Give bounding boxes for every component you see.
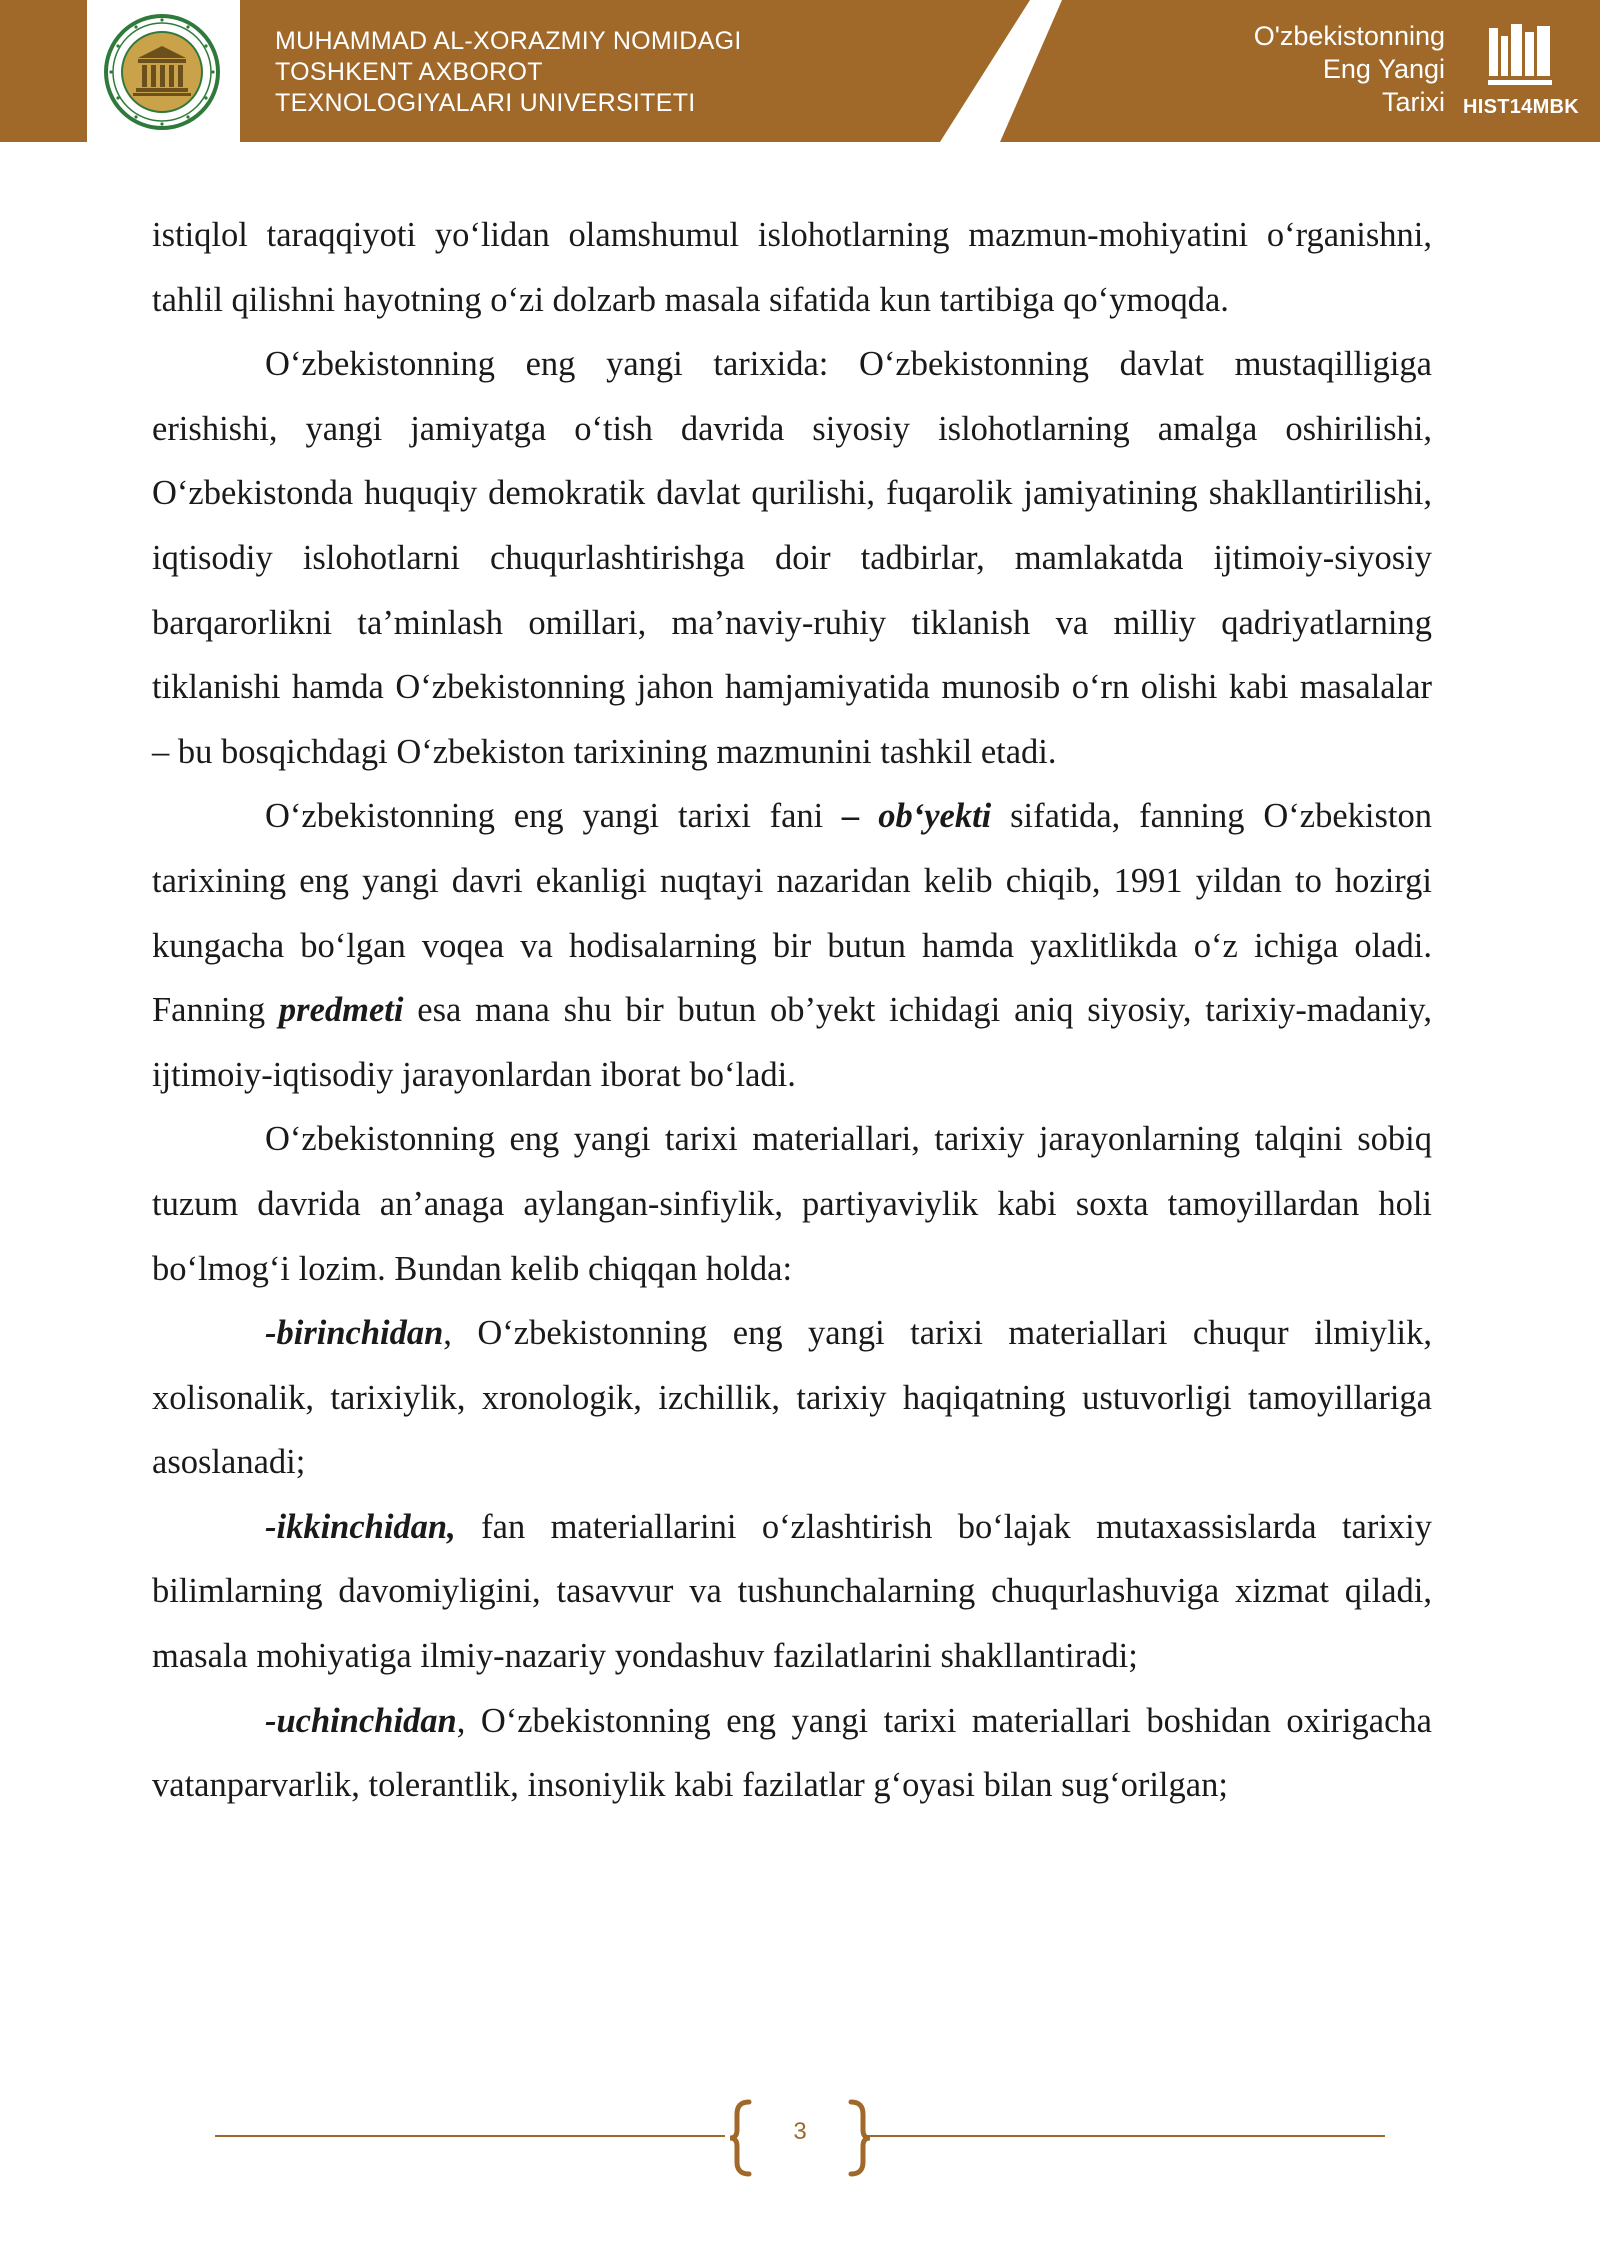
paragraph-3 [152, 784, 1432, 1107]
course-title-line-2: Eng Yangi [1322, 54, 1445, 84]
paragraph-3-text-e: esa mana shu bir butun ob’yekt ichidagi aniq siyosiy, tarixiy-madaniy, ijtimoiy-iqtisodiy jarayonlardan iborat bo‘ladi. [152, 991, 1432, 1094]
paragraph-1: istiqlol taraqqiyoti yo‘lidan olamshumul islohotlarning mazmun-mohiyatini o‘rganishni, tahlil qilishni hayotning o‘zi dolzarb masala sifatida kun tartibiga qo‘ymoqda. [152, 216, 1432, 319]
university-name-line-1: MUHAMMAD AL-XORAZMIY NOMIDAGI [275, 27, 742, 55]
university-name [275, 26, 742, 119]
course-title-line-3: Tarixi [1381, 87, 1445, 117]
university-name-line-2: TOSHKENT AXBOROT [275, 58, 543, 86]
document-body [152, 203, 1432, 1818]
page-number: 3 [793, 2118, 807, 2145]
firstly-term: -birinchidan [265, 1314, 444, 1353]
subject-term: predmeti [278, 991, 404, 1030]
paragraph-6-text: fan materiallarini o‘zlashtirish bo‘lajak mutaxassislarda tarixiy bilimlarning davomiyligini, tasavvur va tushunchalarning chuqurlashuviga xizmat qiladi, masala mohiyatiga ilmiy-nazariy yondashuv fazilatlarini shakllantiradi; [152, 1507, 1432, 1676]
right-brace-icon [843, 2098, 873, 2178]
paragraph-7-text: , O‘zbekistonning eng yangi tarixi materiallari boshidan oxirigacha vatanparvarlik, tolerantlik, insoniylik kabi fazilatlar g‘oyasi bilan sug‘orilgan; [152, 1701, 1432, 1805]
course-title-line-1: O'zbekistonning [1253, 21, 1445, 51]
secondly-term: -ikkinchidan, [265, 1507, 456, 1546]
footer-rule-left [215, 2135, 725, 2137]
page-header [0, 0, 1600, 142]
paragraph-7 [152, 1689, 1432, 1818]
university-name-line-3: TEXNOLOGIYALARI UNIVERSITETI [275, 89, 696, 117]
paragraph-6 [152, 1495, 1432, 1689]
books-icon [1488, 22, 1552, 88]
footer-rule-right [865, 2135, 1385, 2137]
course-code: HIST14MBK [1462, 96, 1580, 118]
object-term: – ob‘yekti [842, 797, 992, 836]
paragraph-4: O‘zbekistonning eng yangi tarixi materiallari, tarixiy jarayonlarning talqini sobiq tuzum davrida an’anaga aylangan-sinfiylik, partiyaviylik kabi soxta tamoyillardan holi bo‘lmog‘i lozim. Bundan kelib chiqqan holda: [152, 1120, 1432, 1288]
university-logo [100, 10, 224, 134]
course-title [1254, 20, 1445, 119]
paragraph-2: O‘zbekistonning eng yangi tarixida: O‘zbekistonning davlat mustaqilligiga erishishi, yangi jamiyatga o‘tish davrida siyosiy islohotlarning amalga oshirilishi, O‘zbekistonda huquqiy demokratik davlat qurilishi, fuqarolik jamiyatining shakllantirilishi, iqtisodiy islohotlarni chuqurlashtirishga doir tadbirlar, mamlakatda ijtimoiy-siyosiy barqarorlikni ta’minlash omillari, ma’naviy-ruhiy tiklanish va milliy qadriyatlarning tiklanishi hamda O‘zbekistonning jahon hamjamiyatida munosib o‘rn olishi kabi masalalar – bu bosqichdagi O‘zbekiston tarixining mazmunini tashkil etadi. [152, 345, 1432, 771]
paragraph-5-text: , O‘zbekistonning eng yangi tarixi materiallari chuqur ilmiylik, xolisonalik, tarixiylik, xronologik, izchillik, tarixiy haqiqatning ustuvorligi tamoyillariga asoslanadi; [152, 1314, 1432, 1482]
paragraph-5 [152, 1301, 1432, 1495]
paragraph-3-text-c: sifatida, fanning O‘zbekiston tarixining eng yangi davri ekanligi nuqtayi nazaridan kelib chiqib, 1991 yildan to hozirgi kungacha bo‘lgan voqea va hodisalarning bir butun hamda yaxlitlikda o‘z ichiga oladi. Fanning [152, 797, 1432, 1030]
thirdly-term: -uchinchidan [265, 1701, 457, 1740]
header-band-left [0, 0, 87, 142]
paragraph-3-text-a: O‘zbekistonning eng yangi tarixi fani [265, 797, 843, 836]
left-brace-icon [727, 2098, 757, 2178]
